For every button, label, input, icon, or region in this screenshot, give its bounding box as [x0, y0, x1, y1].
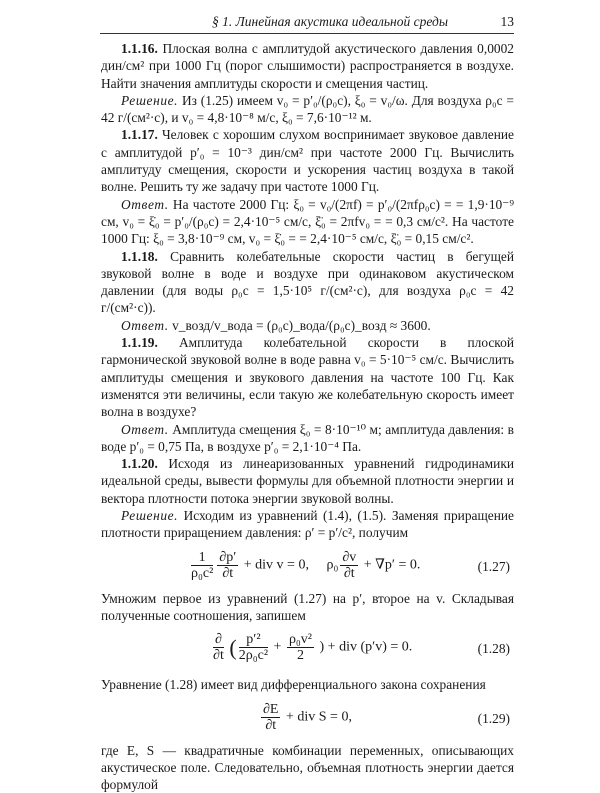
answer-text: v_возд/v_вода = (ρ₀c)_вода/(ρ₀c)_возд ≈ 3600.: [172, 318, 431, 333]
problem-text: Плоская волна с амплитудой акустического давления 0,0002 дин/см² при 1000 Гц (порог слышимости) распространяется в воздухе. Найти значения амплитуды скорости и смещения частиц.: [101, 41, 514, 91]
fraction: $\frac{\text{ρ₀v²}}{2}$: [287, 632, 314, 663]
problem-text: Исходя из линеаризованных уравнений гидродинамики идеальной среды, вывести формулы для объемной плотности энергии и вектора плотности потока энергии звуковой волны.: [101, 456, 514, 506]
equation-1-29: [101, 698, 514, 738]
equation-term: + div S = 0,: [286, 709, 352, 724]
answer-1-1-19: [101, 421, 514, 456]
answer-text: Амплитуда смещения ξ₀ = 8·10⁻¹⁰ м; амплитуда давления: в воде p′₀ = 0,75 Па, в воздухе p′₀ = 2,1·10⁻⁴ Па.: [101, 422, 514, 454]
page-body: [101, 40, 514, 793]
fraction: $\frac{\partial p'}{\partial t}$: [217, 550, 238, 581]
equation-body: [189, 550, 420, 581]
answer-label: Ответ.: [121, 318, 169, 333]
answer-1-1-17: [101, 196, 514, 248]
equation-number: (1.29): [478, 710, 510, 727]
problem-number: 1.1.20.: [121, 456, 158, 471]
fraction: $\frac{\partial E}{\partial t}$: [261, 702, 280, 733]
solution-text: Исходим из уравнений (1.4), (1.5). Заменяя приращение плотности приращением давления: ρ′ = p′/c², получим: [101, 508, 514, 540]
solution-label: Решение.: [121, 93, 178, 108]
answer-label: Ответ.: [121, 197, 169, 212]
fraction: $\frac{\partial v}{\partial t}$: [340, 550, 358, 581]
paragraph: где E, S — квадратичные комбинации переменных, описывающих акустическое поле. Следовательно, объемная плотность энергии дается формулой: [101, 742, 514, 793]
problem-1-1-16: [101, 40, 514, 92]
problem-1-1-17: [101, 126, 514, 195]
problem-text: Сравнить колебательные скорости частиц в бегущей звуковой волне в воде и воздухе при одинаковом акустическом давлении (для воды ρ₀c = 1,5·10⁵ г/(см²·с), для воздуха ρ₀c = 42 г/(см²·с)).: [101, 249, 514, 316]
page-number: 13: [501, 13, 515, 30]
problem-1-1-20: [101, 455, 514, 507]
solution-1-1-16: [101, 92, 514, 127]
fraction: $\frac{\text{p′²}}{\text{2ρ₀c²}}$: [239, 632, 268, 663]
solution-1-1-20: [101, 507, 514, 542]
running-header: [100, 13, 514, 34]
equation-number: (1.27): [478, 558, 510, 575]
problem-number: 1.1.18.: [121, 249, 158, 264]
equation-term: + ∇p′ = 0.: [364, 557, 421, 572]
fraction: $\frac{1}{\text{ρ₀c²}}$: [191, 550, 213, 581]
equation-body: [211, 632, 412, 663]
equation-term: ρ₀: [326, 557, 338, 572]
equation-number: (1.28): [478, 640, 510, 657]
equation-term: +: [274, 640, 282, 655]
problem-number: 1.1.19.: [121, 335, 158, 350]
problem-1-1-18: [101, 248, 514, 317]
problem-text: Человек с хорошим слухом воспринимает звуковое давление с амплитудой p′₀ = 10⁻³ дин/см² при частоте 2000 Гц. Вычислить амплитуду смещения, скорости и ускорения частиц воздуха в такой волне. Решить ту же задачу при частоте 1000 Гц.: [101, 127, 514, 194]
equation-term: ) + div (p′v) = 0.: [320, 640, 413, 655]
equation-1-28: [101, 628, 514, 672]
equation-1-27: [101, 546, 514, 586]
equation-term: + div v = 0,: [244, 557, 309, 572]
answer-1-1-18: [101, 317, 514, 334]
problem-1-1-19: [101, 334, 514, 420]
equation-body: [259, 702, 352, 733]
paragraph: Умножим первое из уравнений (1.27) на p′, второе на v. Складывая полученные соотношения, запишем: [101, 590, 514, 625]
problem-number: 1.1.17.: [121, 127, 158, 142]
problem-text: Амплитуда колебательной скорости в плоской гармонической звуковой волне в воде равна v₀ = 5·10⁻⁵ см/с. Вычислить амплитуды смещения и звукового давления на частоте 100 Гц. Как изменятся эти величины, если такую же колебательную скорость имеет волна в воздухе?: [101, 335, 514, 419]
solution-label: Решение.: [121, 508, 178, 523]
answer-text: На частоте 2000 Гц: ξ₀ = v₀/(2πf) = p′₀/(2πfρ₀c) = = 1,9·10⁻⁹ см, v₀ = ξ̇₀ = p′₀/(ρ₀c) = 2,4·10⁻⁵ см/с, ξ̈₀ = 2πfv₀ = = 0,3 см/с². На частоте 1000 Гц: ξ₀ = 3,8·10⁻⁹ см, v₀ = ξ̇₀ = = 2,4·10⁻⁵ см/с, ξ̈₀ = 0,15 см/с².: [101, 197, 514, 247]
paren: (: [229, 635, 236, 660]
answer-label: Ответ.: [121, 422, 169, 437]
running-title: § 1. Линейная акустика идеальной среды: [212, 13, 448, 30]
problem-number: 1.1.16.: [121, 41, 158, 56]
solution-text: Из (1.25) имеем v₀ = p′₀/(ρ₀c), ξ₀ = v₀/ω. Для воздуха ρ₀c = 42 г/(см²·с), и v₀ = 4,8·10⁻⁸ м/с, ξ₀ = 7,6·10⁻¹² м.: [101, 93, 514, 125]
fraction: $\frac{\partial}{\partial t}$: [213, 632, 224, 663]
paragraph: Уравнение (1.28) имеет вид дифференциального закона сохранения: [101, 676, 514, 693]
